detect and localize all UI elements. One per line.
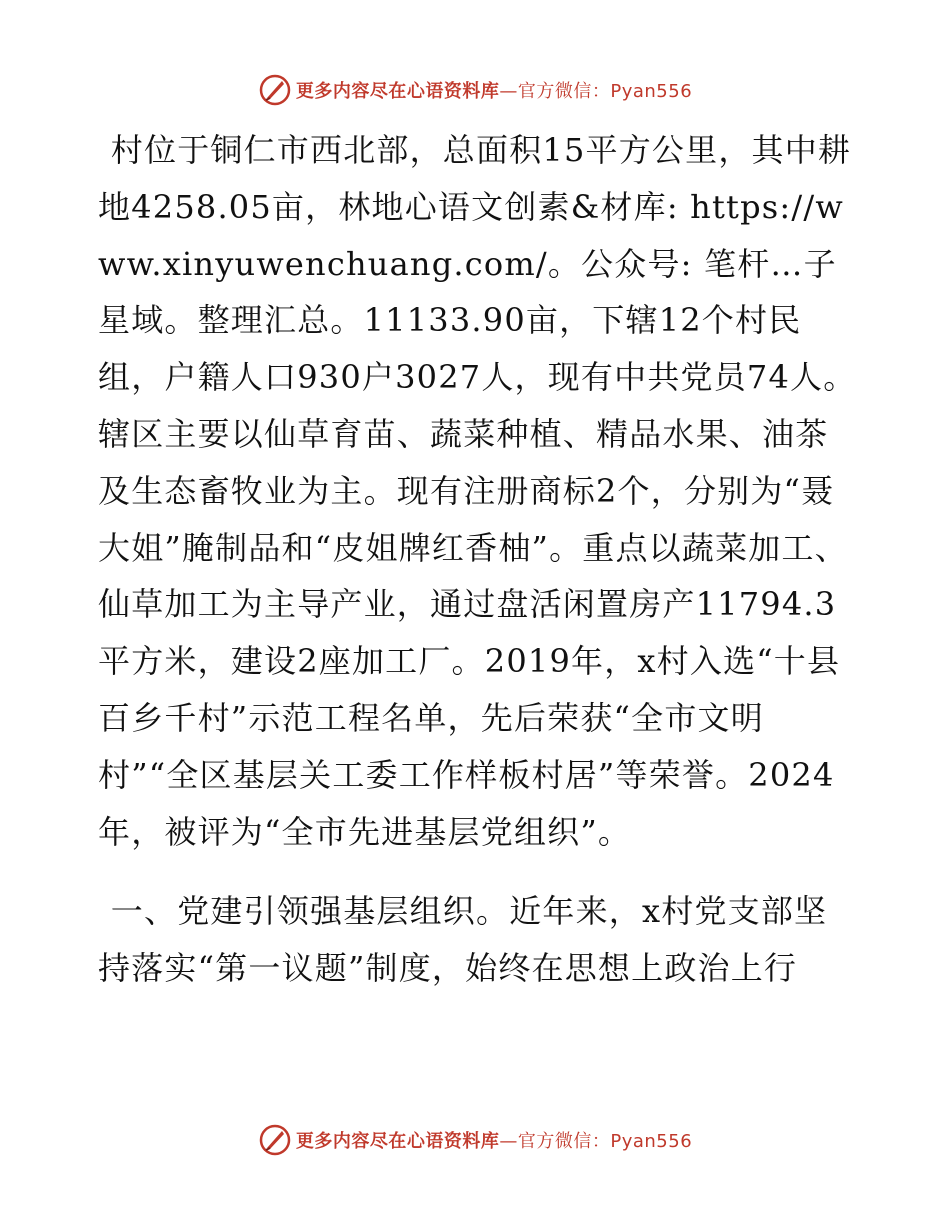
watermark-separator: — — [499, 81, 518, 102]
paragraph-section-one: 一、党建引领强基层组织。近年来，x村党支部坚持落实“第一议题”制度，始终在思想上政治上行 — [98, 892, 828, 988]
quill-logo-icon — [258, 1123, 292, 1157]
watermark-sub: 官方微信： — [517, 81, 611, 102]
paragraph-intro: 村位于铜仁市西北部，总面积15平方公里，其中耕地4258.05亩，林地心语文创素&材库: https://www.xinyuwenchuang.com/。公众号: 笔杆…子星域。整理汇总。11133.90亩，下辖12个村民组，户籍人口930户3027人，现有中共党员74人。辖区主要以仙草育苗、蔬菜种植、精品水果、油茶及生态畜牧业为主。现有注册商标2个，分别为“聂大姐”腌制品和“皮姐牌红香柚”。重点以蔬菜加工、仙草加工为主导产业，通过盘活闲置房产11794.3平方米，建设2座加工厂。2019年，x村入选“十县百乡千村”示范工程名单，先后荣获“全市文明村”“全区基层关工委工作样板村居”等荣誉。2024年，被评为“全市先进基层党组织”。 — [98, 131, 857, 851]
watermark-text — [296, 77, 692, 103]
quill-logo-icon — [258, 73, 292, 107]
watermark-id: Pyan556 — [610, 81, 693, 102]
watermark-main: 更多内容尽在心语资料库 — [295, 81, 500, 102]
document-body — [98, 122, 858, 997]
watermark-header — [0, 70, 950, 110]
watermark-separator: — — [499, 1131, 518, 1152]
watermark-id: Pyan556 — [610, 1131, 693, 1152]
watermark-sub: 官方微信： — [517, 1131, 611, 1152]
watermark-text — [296, 1127, 692, 1153]
watermark-main: 更多内容尽在心语资料库 — [295, 1131, 500, 1152]
watermark-footer — [0, 1120, 950, 1160]
